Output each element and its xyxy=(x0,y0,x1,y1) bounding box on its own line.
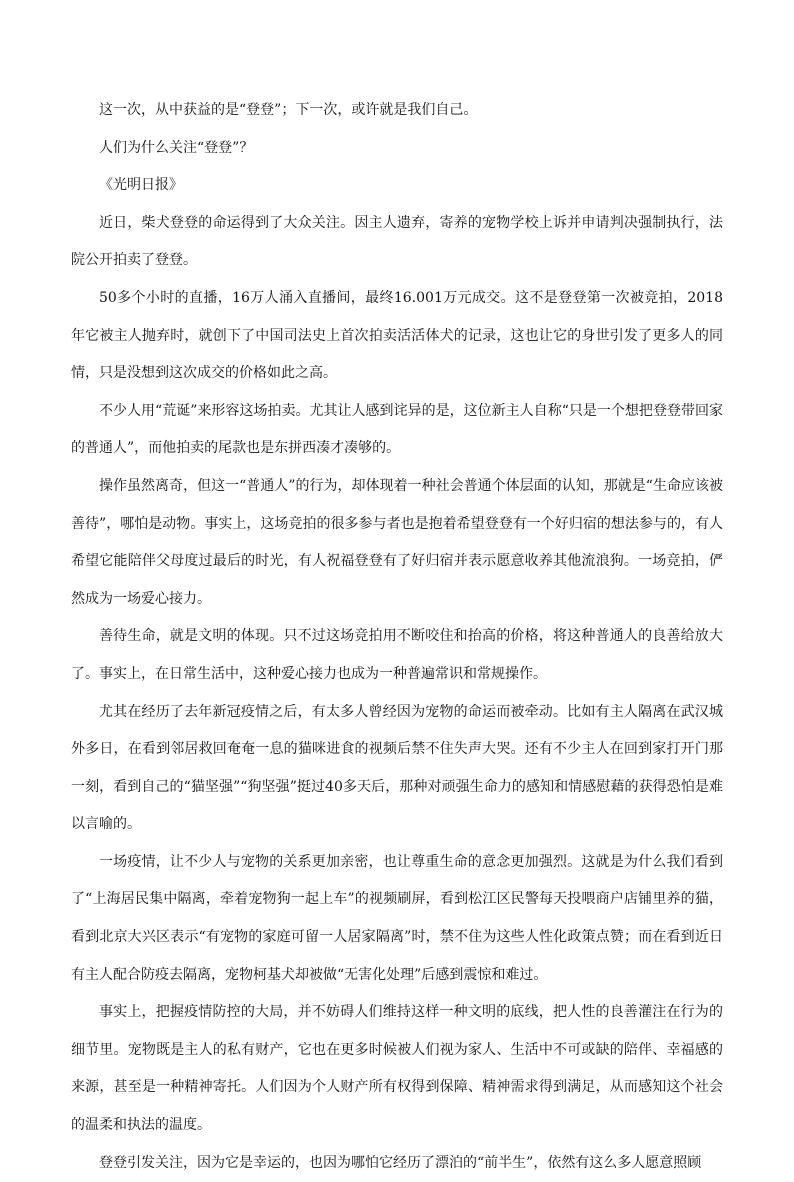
paragraph: 不少人用“荒诞”来形容这场拍卖。尤其让人感到诧异的是，这位新主人自称“只是一个想把登登带回家的普通人”，而他拍卖的尾款也是东拼西凑才凑够的。 xyxy=(71,402,723,457)
paragraph-source: 《光明日报》 xyxy=(99,177,183,194)
paragraph: 事实上，把握疫情防控的大局，并不妨碍人们维持这样一种文明的底线，把人性的良善灌注在行为的细节里。宠物既是主人的私有财产，它也在更多时候被人们视为家人、生活中不可或缺的陪伴、幸福感的来源，甚至是一种精神寄托。人们因为个人财产所有权得到保障、精神需求得到满足，从而感知这个社会的温柔和执法的温度。 xyxy=(71,1004,723,1134)
paragraph: 登登引发关注，因为它是幸运的，也因为哪怕它经历了漂泊的“前半生”，依然有这么多人愿意照顾 xyxy=(99,1154,702,1171)
paragraph: 善待生命，就是文明的体现。只不过这场竞拍用不断咬住和抬高的价格，将这种普通人的良善给放大了。事实上，在日常生活中，这种爱心接力也成为一种普遍常识和常规操作。 xyxy=(71,628,723,682)
paragraph: 尤其在经历了去年新冠疫情之后，有太多人曾经因为宠物的命运而被牵动。比如有主人隔离在武汉城外多日，在看到邻居救回奄奄一息的猫咪进食的视频后禁不住失声大哭。还有不少主人在回到家打开门那一刻，看到自己的“猫坚强”“狗坚强”挺过40多天后，那种对顽强生命力的感知和情感慰藉的获得恐怕是难以言喻的。 xyxy=(71,703,723,833)
paragraph-heading: 人们为什么关注“登登”？ xyxy=(99,139,254,156)
document-body xyxy=(71,92,723,1182)
paragraph: 近日，柴犬登登的命运得到了大众关注。因主人遗弃，寄养的宠物学校上诉并申请判决强制执行，法院公开拍卖了登登。 xyxy=(71,214,723,269)
paragraph: 一场疫情，让不少人与宠物的关系更加亲密，也让尊重生命的意念更加强烈。这就是为什么我们看到了“上海居民集中隔离，牵着宠物狗一起上车”的视频刷屏，看到松江区民警每天投喂商户店铺里养的猫，看到北京大兴区表示“有宠物的家庭可留一人居家隔离”时，禁不住为这些人性化政策点赞；而在看到近日有主人配合防疫去隔离，宠物柯基犬却被做“无害化处理”后感到震惊和难过。 xyxy=(71,853,723,983)
paragraph: 操作虽然离奇，但这一“普通人”的行为，却体现着一种社会普通个体层面的认知，那就是“生命应该被善待”，哪怕是动物。事实上，这场竞拍的很多参与者也是抱着希望登登有一个好归宿的想法参与的，有人希望它能陪伴父母度过最后的时光，有人祝福登登有了好归宿并表示愿意收养其他流浪狗。一场竞拍，俨然成为一场爱心接力。 xyxy=(71,477,723,607)
paragraph-closing-line: 这一次，从中获益的是“登登”；下一次，或许就是我们自己。 xyxy=(99,102,478,118)
paragraph: 50多个小时的直播，16万人涌入直播间，最终16.001万元成交。这不是登登第一次被竞拍，2018年它被主人抛弃时，就创下了中国司法史上首次拍卖活活体犬的记录，这也让它的身世引发了更多人的同情，只是没想到这次成交的价格如此之高。 xyxy=(71,289,723,382)
